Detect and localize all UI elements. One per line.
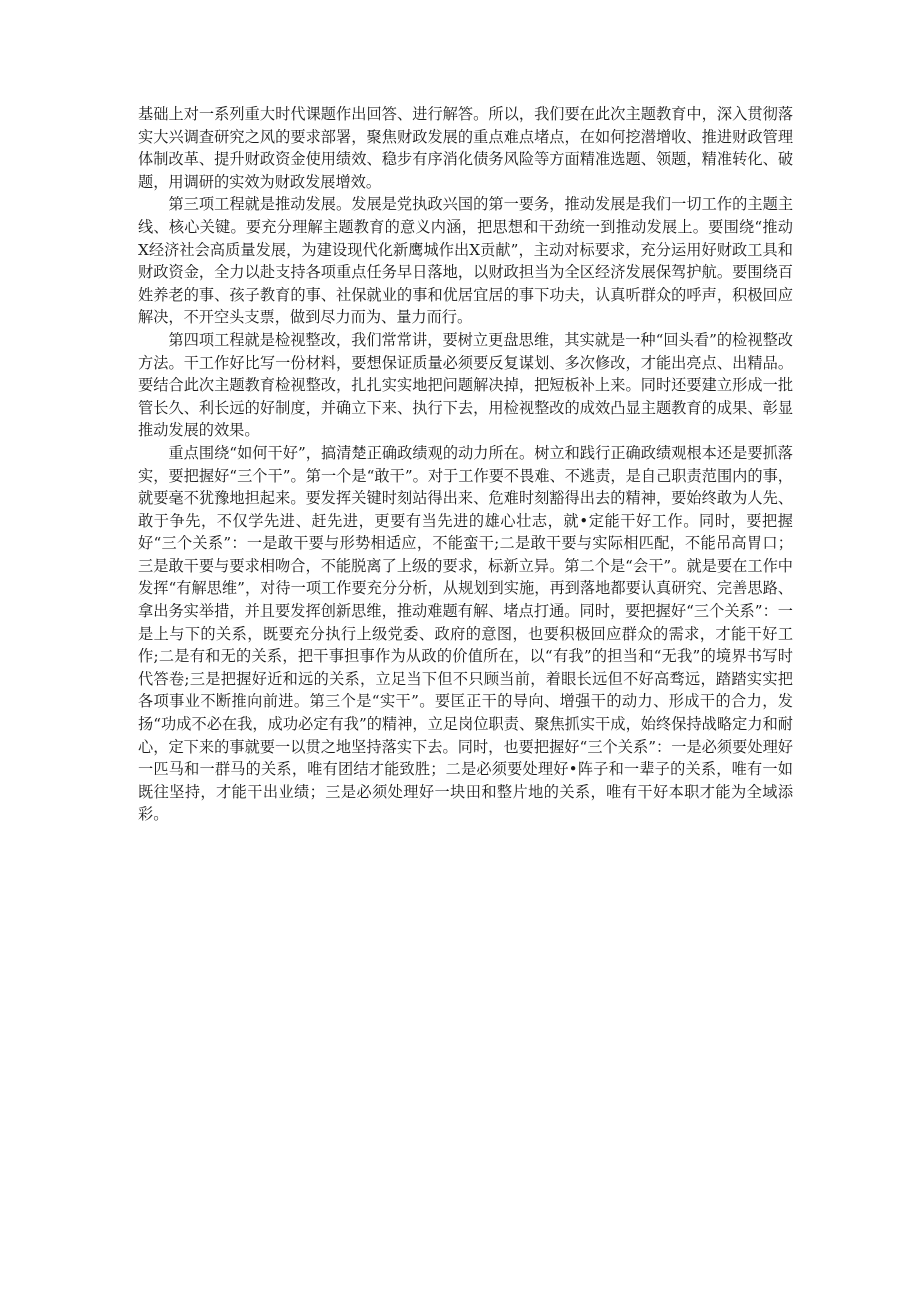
paragraph-how-to-do-well: 重点围绕“如何干好”，搞清楚正确政绩观的动力所在。树立和践行正确政绩观根本还是要抓落实，要把握好“三个干”。第一个是“敢干”。对于工作要不畏难、不逃责，是自己职责范围内的事，就要毫不犹豫地担起来。要发挥关键时刻站得出来、危难时刻豁得出去的精神，要始终敢为人先、敢于争先，不仅学先进、赶先进，更要有当先进的雄心壮志，就•定能干好工作。同时，要把握好“三个关系”：一是敢干要与形势相适应，不能蛮干;二是敢干要与实际相匹配，不能吊高胃口；三是敢干要与要求相吻合，不能脱离了上级的要求，标新立异。第二个是“会干”。就是要在工作中发挥“有解思维”，对待一项工作要充分分析，从规划到实施，再到落地都要认真研究、完善思路、拿出务实举措，并且要发挥创新思维，推动难题有解、堵点打通。同时，要把握好“三个关系”：一是上与下的关系，既要充分执行上级党委、政府的意图，也要积极回应群众的需求，才能干好工作;二是有和无的关系，把干事担事作为从政的价值所在，以“有我”的担当和“无我”的境界书写时代答卷;三是把握好近和远的关系，立足当下但不只顾当前，着眼长远但不好高骛远，踏踏实实把各项事业不断推向前进。第三个是“实干”。要匡正干的导向、增强干的动力、形成干的合力，发扬“功成不必在我，成功必定有我”的精神，立足岗位职责、聚焦抓实干成，始终保持战略定力和耐心，定下来的事就要一以贯之地坚持落实下去。同时，也要把握好“三个关系”：一是必须要处理好一匹马和一群马的关系，唯有团结才能致胜；二是必须要处理好•阵子和一辈子的关系，唯有一如既往坚持，才能干出业绩；三是必须处理好一块田和整片地的关系，唯有干好本职才能为全域添彩。 <box>138 443 793 824</box>
paragraph-promote-development: 第三项工程就是推动发展。发展是党执政兴国的第一要务，推动发展是我们一切工作的主题主线、核心关键。要充分理解主题教育的意义内涵，把思想和干劲统一到推动发展上。要围绕“推动X经济社会高质量发展，为建设现代化新鹰城作出X贡献”，主动对标要求，充分运用好财政工具和财政资金，全力以赴支持各项重点任务早日落地，以财政担当为全区经济发展保驾护航。要围绕百姓养老的事、孩子教育的事、社保就业的事和优居宜居的事下功夫，认真听群众的呼声，积极回应解决，不开空头支票，做到尽力而为、量力而行。 <box>138 195 793 327</box>
paragraph-continuation: 基础上对一系列重大时代课题作出回答、进行解答。所以，我们要在此次主题教育中，深入贯彻落实大兴调查研究之风的要求部署，聚焦财政发展的重点难点堵点，在如何挖潜增收、推进财政管理体制改革、提升财政资金使用绩效、稳步有序消化债务风险等方面精准选题、领题，精准转化、破题，用调研的实效为财政发展增效。 <box>138 105 793 191</box>
document-body <box>138 103 793 826</box>
paragraph-inspection-rectification: 第四项工程就是检视整改，我们常常讲，要树立更盘思维，其实就是一种“回头看”的检视整改方法。干工作好比写一份材料，要想保证质量必须要反复谋划、多次修改，才能出亮点、出精品。要结合此次主题教育检视整改，扎扎实实地把问题解决掉，把短板补上来。同时还要建立形成一批管长久、利长远的好制度，并确立下来、执行下去，用检视整改的成效凸显主题教育的成果、彰显推动发展的效果。 <box>138 330 793 440</box>
